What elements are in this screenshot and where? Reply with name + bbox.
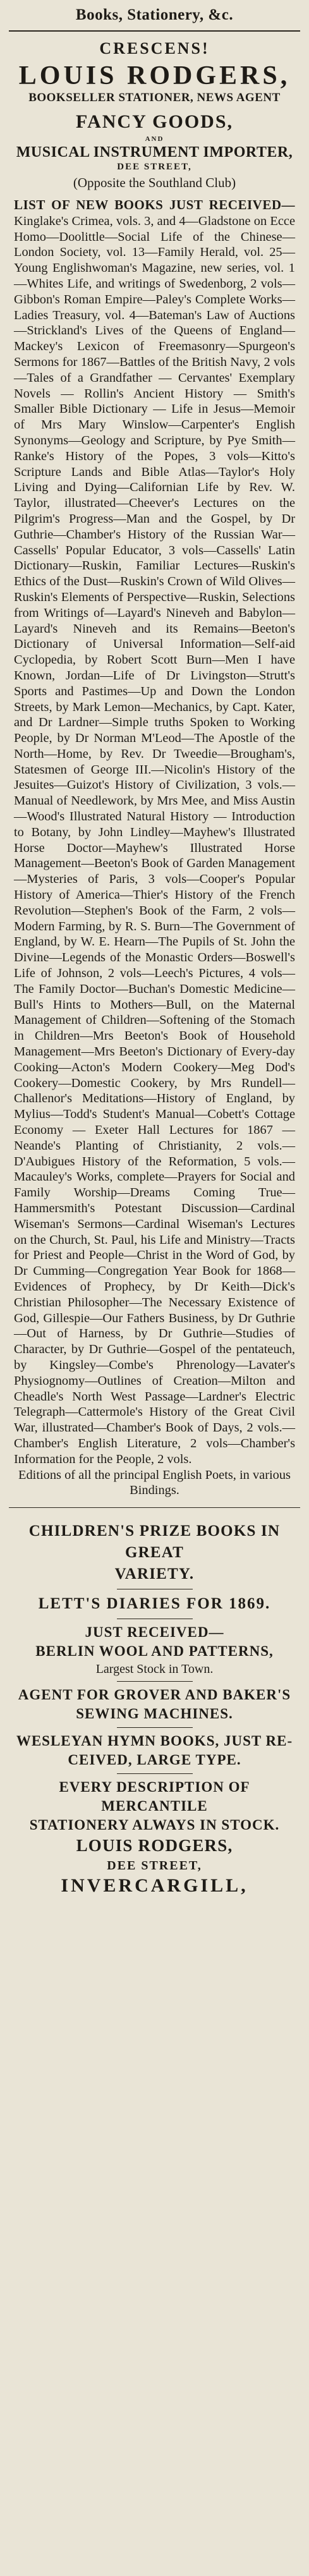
sewing-line1: AGENT FOR GROVER AND BAKER'S [18, 1687, 291, 1703]
letts-diaries-ad: LETT'S DIARIES FOR 1869. [38, 1595, 271, 1613]
trade-description: BOOKSELLER STATIONER, NEWS AGENT [28, 91, 281, 104]
divider-4 [117, 1681, 193, 1682]
sewing-machine-ad [14, 1686, 295, 1723]
berlin-line2: BERLIN WOOL AND PATTERNS, [35, 1643, 274, 1660]
proprietor-name: LOUIS RODGERS, [18, 61, 291, 90]
berlin-wool-ad [14, 1623, 295, 1677]
sewing-line2: SEWING MACHINES. [76, 1706, 233, 1722]
crescens-headline: CRESCENS! [99, 39, 210, 58]
childrens-prize-books-ad [14, 1521, 295, 1585]
location-note: (Opposite the Southland Club) [73, 175, 236, 190]
hymn-line1: WESLEYAN HYMN BOOKS, JUST RE- [16, 1733, 293, 1749]
prize-books-line2: VARIETY. [114, 1565, 195, 1583]
book-list-text: Kinglake's Crimea, vols. 3, and 4—Gladstone on Ecce Homo—Doolittle—Social Life of the Chinese—London Society, vol. 13—Family Herald, vol. 25—Young Englishwoman's Magazine, new series, vol. 1—Whites Life, and writings of Swedenborg, 2 vols—Gibbon's Roman Empire—Paley's Complete Works—Ladies Treasury, vol. 4—Bateman's Law of Auctions—Strickland's Lives of the Queens of England—Mackey's Lexicon of Freemasonry—Spurgeon's Sermons for 1867—Battles of the British Navy, 2 vols—Tales of a Grandfather — Cervantes' Exemplary Novels — Rollin's Ancient History — Smith's Smaller Bible Dictionary — Life in Jesus—Memoir of Mrs Mary Winslow—Carpenter's English Synonyms—Geology and Scripture, by Pye Smith—Ranke's History of the Popes, 3 vols—Kitto's Scripture Lands and Bible Atlas—Taylor's Holy Living and Dying—Californian Life by Rev. W. Taylor, illustrated—Cheever's Lectures on the Pilgrim's Progress—Man and the Gospel, by Dr Guthrie—Chamber's History of the Russian War—Cassells' Popular Educator, 3 vols—Cassells' Latin Dictionary—Ruskin, Familiar Lectures—Ruskin's Ethics of the Dust—Ruskin's Crown of Wild Olives—Ruskin's Elements of Perspective—Ruskin, Selections from Writings of—Layard's Nineveh and Babylon—Layard's Nineveh and its Remains—Beeton's Dictionary of Universal Information—Self-aid Cyclopedia, by Robert Scott Burn—Men I have Known, Jordan—Life of Dr Livingston—Strutt's Sports and Pastimes—Up and Down the London Streets, by Mark Lemon—Mechanics, by Capt. Kater, and Dr Lardner—Simple truths Spoken to Working People, by Dr Norman M'Leod—The Apostle of the North—Home, by Rev. Dr Tweedie—Brougham's, Statesmen of George III.—Nicolin's History of the Jesuites—Guizot's History of Civilization, 3 vols.—Manual of Needlework, by Mrs Mee, and Miss Austin—Wood's Illustrated Natural History — Introduction to Botany, by John Lindley—Mayhew's Illustrated Horse Doctor—Mayhew's Illustrated Horse Management—Beeton's Book of Garden Management—Mysteries of Paris, 3 vols—Cooper's Popular History of America—Thier's History of the French Revolution—Stephen's Book of the Farm, 2 vols—Modern Farming, by R. S. Burn—The Government of England, by W. E. Hearn—The Pupils of St. John the Divine—Legends of the Monastic Orders—Boswell's Life of Johnson, 2 vols—Leech's Pictures, 4 vols—The Family Doctor—Buchan's Domestic Medicine—Bull's Hints to Mothers—Bull, on the Maternal Management of Children—Softening of the Stomach in Children—Mrs Beeton's Book of Household Management—Mrs Beeton's Dictionary of Every-day Cooking—Acton's Modern Cookery—Meg Dod's Cookery—Domestic Cookery, by Mrs Rundell—Challenor's Meditations—History of England, by Mylius—Todd's Student's Manual—Cobett's Cottage Economy — Exeter Hall Lectures for 1867 — Neande's Planting of Christianity, 2 vols.—D'Aubigues History of the Reformation, 5 vols.—Macauley's Works, complete—Prayers for Social and Family Worship—Dreams Coming True—Hammersmith's Potestant Discussion—Cardinal Wiseman's Sermons—Cardinal Wiseman's Lectures on the Church, St. Paul, his Life and Ministry—Tracts for Priest and People—Christ in the Word of God, by Dr Cumming—Congregation Year Book for 1868—Evidences of Prophecy, by Dr Keith—Dick's Christian Philosopher—The Necessary Existence of God, Gillespie—Our Fathers Business, by Dr Guthrie—Out of Harness, by Dr Guthrie—Studies of Character, by Dr Guthrie—Gospel of the pentateuch, by Kingsley—Combe's Phrenology—Lavater's Physiognomy—Outlines of Creation—Milton and Cheadle's North West Passage—Lardner's Electric Telegraph—Cattermole's History of the Great Civil War, illustrated—Chamber's Book of Days, 2 vols.—Chamber's English Literature, 2 vols—Chamber's Information for the People, 2 vols. [14, 214, 295, 1466]
top-rule [9, 30, 300, 32]
book-list-paragraph [14, 197, 295, 1467]
prize-books-line1: CHILDREN'S PRIZE BOOKS IN GREAT [28, 1522, 281, 1562]
and-connector: AND [145, 135, 164, 143]
fancy-goods-line: FANCY GOODS, [76, 111, 233, 132]
divider-6 [117, 1773, 193, 1774]
divider-5 [117, 1727, 193, 1728]
musical-importer-line: MUSICAL INSTRUMENT IMPORTER, [16, 144, 293, 161]
editions-note: Editions of all the principal English Poets, in various Bindings. [18, 1467, 291, 1498]
berlin-line3: Largest Stock in Town. [95, 1662, 214, 1677]
hymn-books-ad [14, 1732, 295, 1770]
rodgers-advertisement [14, 39, 295, 1498]
stationery-line3: LOUIS RODGERS, [76, 1836, 233, 1856]
stationery-line4: DEE STREET, [107, 1859, 202, 1873]
berlin-line1: JUST RECEIVED— [85, 1624, 224, 1641]
stationery-line2: STATIONERY ALWAYS IN STOCK. [29, 1817, 280, 1833]
section-heading: Books, Stationery, &c. [75, 6, 234, 23]
hymn-line2: CEIVED, LARGE TYPE. [68, 1752, 241, 1768]
stationery-line1: EVERY DESCRIPTION OF MERCANTILE [59, 1779, 250, 1814]
street-line: DEE STREET, [117, 162, 192, 172]
stationery-line5: INVERCARGILL, [61, 1875, 248, 1897]
stationery-ad [14, 1778, 295, 1897]
book-list-lead: LIST OF NEW BOOKS JUST RECEIVED— [14, 197, 295, 212]
